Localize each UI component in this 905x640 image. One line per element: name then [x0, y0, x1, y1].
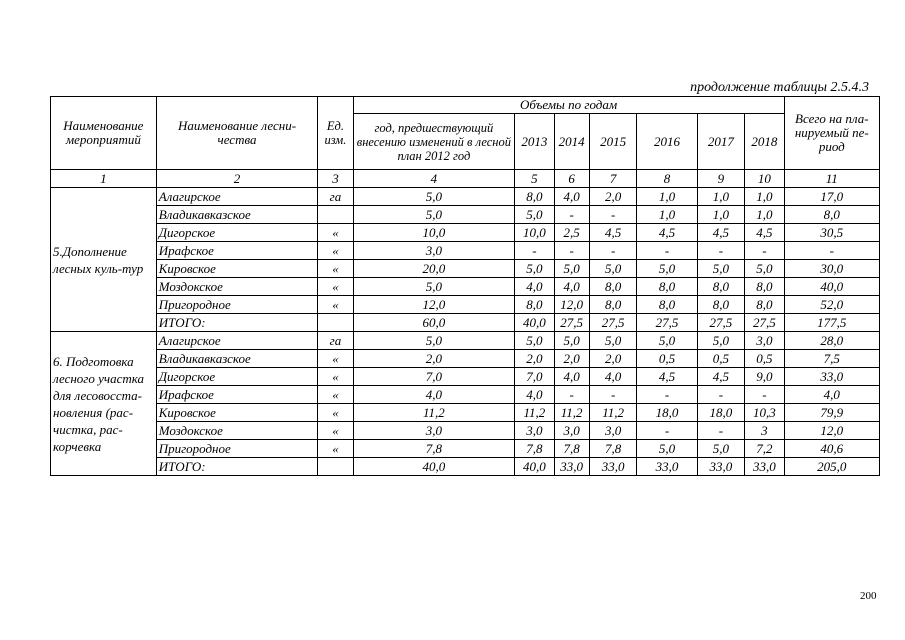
value-cell-y2013: 10,0 [515, 224, 554, 242]
value-cell-total: 28,0 [784, 332, 879, 350]
value-cell-total: 177,5 [784, 314, 879, 332]
value-cell-y2015: 3,0 [589, 422, 637, 440]
forestry-cell: Пригородное [156, 440, 318, 458]
value-cell-y2017: 8,0 [697, 278, 745, 296]
header-total: Всего на пла-нируемый пе-риод [784, 97, 879, 170]
forestry-cell: Владикавказское [156, 206, 318, 224]
value-cell-y2014: 4,0 [554, 188, 589, 206]
column-number: 11 [784, 170, 879, 188]
table-row [51, 242, 880, 260]
value-cell-prev: 5,0 [353, 332, 515, 350]
value-cell-y2017: 4,5 [697, 224, 745, 242]
value-cell-y2014: 2,0 [554, 350, 589, 368]
value-cell-total: 8,0 [784, 206, 879, 224]
value-cell-y2014: 3,0 [554, 422, 589, 440]
value-cell-y2018: 4,5 [745, 224, 784, 242]
value-cell-y2015: 8,0 [589, 278, 637, 296]
value-cell-y2015: - [589, 206, 637, 224]
value-cell-y2015: 4,0 [589, 368, 637, 386]
value-cell-y2013: 11,2 [515, 404, 554, 422]
value-cell-y2017: - [697, 422, 745, 440]
value-cell-y2013: 5,0 [515, 332, 554, 350]
value-cell-y2017: 33,0 [697, 458, 745, 476]
value-cell-y2018: 8,0 [745, 278, 784, 296]
value-cell-y2014: 4,0 [554, 278, 589, 296]
value-cell-y2015: 27,5 [589, 314, 637, 332]
column-number: 8 [637, 170, 697, 188]
table-row [51, 368, 880, 386]
value-cell-y2013: 4,0 [515, 278, 554, 296]
unit-cell [318, 458, 353, 476]
value-cell-y2017: 27,5 [697, 314, 745, 332]
value-cell-y2016: 18,0 [637, 404, 697, 422]
measure-name-cell: 6. Подготовка лесного участка для лесовосста-новления (рас-чистка, рас-корчевка [51, 332, 157, 476]
value-cell-prev: 7,8 [353, 440, 515, 458]
value-cell-y2016: - [637, 422, 697, 440]
value-cell-y2014: 27,5 [554, 314, 589, 332]
value-cell-total: 12,0 [784, 422, 879, 440]
value-cell-y2015: 4,5 [589, 224, 637, 242]
value-cell-y2015: - [589, 242, 637, 260]
header-year-2015: 2015 [589, 114, 637, 170]
value-cell-y2014: 5,0 [554, 260, 589, 278]
column-number: 7 [589, 170, 637, 188]
forestry-cell: Владикавказское [156, 350, 318, 368]
value-cell-y2016: - [637, 386, 697, 404]
value-cell-prev: 5,0 [353, 188, 515, 206]
forestry-cell: Кировское [156, 260, 318, 278]
value-cell-y2014: 33,0 [554, 458, 589, 476]
value-cell-y2018: 7,2 [745, 440, 784, 458]
table-row [51, 440, 880, 458]
table-row [51, 404, 880, 422]
value-cell-y2017: 8,0 [697, 296, 745, 314]
value-cell-y2013: 4,0 [515, 386, 554, 404]
forestry-cell: Алагирское [156, 332, 318, 350]
value-cell-prev: 20,0 [353, 260, 515, 278]
forestry-cell: Дигорское [156, 224, 318, 242]
value-cell-y2018: 3 [745, 422, 784, 440]
value-cell-prev: 4,0 [353, 386, 515, 404]
value-cell-y2017: 4,5 [697, 368, 745, 386]
value-cell-y2018: 5,0 [745, 260, 784, 278]
header-volumes-by-years: Объемы по годам [353, 97, 784, 114]
value-cell-total: 7,5 [784, 350, 879, 368]
forestry-cell: ИТОГО: [156, 458, 318, 476]
table-caption: продолжение таблицы 2.5.4.3 [690, 80, 869, 95]
table-row [51, 224, 880, 242]
value-cell-total: 30,0 [784, 260, 879, 278]
value-cell-y2018: 9,0 [745, 368, 784, 386]
forestry-cell: ИТОГО: [156, 314, 318, 332]
value-cell-y2016: 8,0 [637, 278, 697, 296]
value-cell-y2014: 12,0 [554, 296, 589, 314]
value-cell-total: 52,0 [784, 296, 879, 314]
value-cell-y2014: 7,8 [554, 440, 589, 458]
header-measure: Наименование мероприятий [51, 97, 157, 170]
value-cell-y2013: 2,0 [515, 350, 554, 368]
header-year-2013: 2013 [515, 114, 554, 170]
value-cell-y2013: 7,0 [515, 368, 554, 386]
value-cell-prev: 3,0 [353, 242, 515, 260]
value-cell-y2018: 33,0 [745, 458, 784, 476]
value-cell-total: 79,9 [784, 404, 879, 422]
value-cell-y2017: - [697, 242, 745, 260]
value-cell-y2015: 2,0 [589, 350, 637, 368]
value-cell-prev: 10,0 [353, 224, 515, 242]
value-cell-y2013: 40,0 [515, 458, 554, 476]
unit-cell [318, 206, 353, 224]
unit-cell: « [318, 440, 353, 458]
value-cell-y2015: 5,0 [589, 332, 637, 350]
value-cell-y2018: - [745, 242, 784, 260]
forestry-measures-table [50, 96, 880, 476]
value-cell-y2015: 8,0 [589, 296, 637, 314]
value-cell-total: 4,0 [784, 386, 879, 404]
value-cell-total: 33,0 [784, 368, 879, 386]
value-cell-y2013: 8,0 [515, 296, 554, 314]
value-cell-y2018: 1,0 [745, 188, 784, 206]
value-cell-y2017: - [697, 386, 745, 404]
value-cell-y2016: 33,0 [637, 458, 697, 476]
table-row [51, 278, 880, 296]
column-number: 5 [515, 170, 554, 188]
unit-cell: « [318, 296, 353, 314]
value-cell-y2016: 5,0 [637, 440, 697, 458]
value-cell-y2015: - [589, 386, 637, 404]
value-cell-y2018: 27,5 [745, 314, 784, 332]
value-cell-prev: 40,0 [353, 458, 515, 476]
unit-cell: га [318, 188, 353, 206]
unit-cell: « [318, 242, 353, 260]
value-cell-y2013: 7,8 [515, 440, 554, 458]
value-cell-y2016: 0,5 [637, 350, 697, 368]
header-forestry: Наименование лесни-чества [156, 97, 318, 170]
forestry-cell: Ирафское [156, 386, 318, 404]
value-cell-prev: 5,0 [353, 278, 515, 296]
value-cell-prev: 11,2 [353, 404, 515, 422]
column-number: 6 [554, 170, 589, 188]
table-row [51, 296, 880, 314]
value-cell-y2014: 2,5 [554, 224, 589, 242]
header-year-2016: 2016 [637, 114, 697, 170]
value-cell-prev: 2,0 [353, 350, 515, 368]
value-cell-y2013: - [515, 242, 554, 260]
value-cell-y2015: 33,0 [589, 458, 637, 476]
header-unit: Ед. изм. [318, 97, 353, 170]
table-row [51, 260, 880, 278]
value-cell-y2016: 1,0 [637, 188, 697, 206]
value-cell-y2014: 5,0 [554, 332, 589, 350]
value-cell-y2016: 4,5 [637, 224, 697, 242]
value-cell-y2017: 18,0 [697, 404, 745, 422]
value-cell-y2013: 5,0 [515, 260, 554, 278]
value-cell-y2016: 27,5 [637, 314, 697, 332]
forestry-cell: Кировское [156, 404, 318, 422]
value-cell-y2015: 5,0 [589, 260, 637, 278]
table-row [51, 458, 880, 476]
value-cell-total: 40,0 [784, 278, 879, 296]
column-number-row [51, 170, 880, 188]
header-year-2014: 2014 [554, 114, 589, 170]
value-cell-y2018: - [745, 386, 784, 404]
value-cell-y2016: 5,0 [637, 332, 697, 350]
value-cell-prev: 7,0 [353, 368, 515, 386]
table-row [51, 350, 880, 368]
value-cell-y2017: 5,0 [697, 332, 745, 350]
header-year-2017: 2017 [697, 114, 745, 170]
value-cell-y2018: 1,0 [745, 206, 784, 224]
value-cell-y2016: 4,5 [637, 368, 697, 386]
value-cell-y2015: 7,8 [589, 440, 637, 458]
value-cell-y2013: 5,0 [515, 206, 554, 224]
table-row [51, 332, 880, 350]
value-cell-total: - [784, 242, 879, 260]
value-cell-y2014: 11,2 [554, 404, 589, 422]
unit-cell: « [318, 386, 353, 404]
value-cell-y2018: 3,0 [745, 332, 784, 350]
table-row [51, 422, 880, 440]
value-cell-y2017: 5,0 [697, 260, 745, 278]
unit-cell: « [318, 224, 353, 242]
column-number: 1 [51, 170, 157, 188]
unit-cell: « [318, 404, 353, 422]
column-number: 9 [697, 170, 745, 188]
value-cell-y2016: 5,0 [637, 260, 697, 278]
forestry-cell: Моздокское [156, 278, 318, 296]
table-row [51, 386, 880, 404]
value-cell-total: 205,0 [784, 458, 879, 476]
value-cell-y2017: 0,5 [697, 350, 745, 368]
value-cell-y2018: 10,3 [745, 404, 784, 422]
value-cell-y2016: 8,0 [637, 296, 697, 314]
page-number: 200 [860, 590, 877, 602]
forestry-cell: Ирафское [156, 242, 318, 260]
value-cell-y2017: 1,0 [697, 206, 745, 224]
value-cell-y2013: 3,0 [515, 422, 554, 440]
value-cell-y2018: 0,5 [745, 350, 784, 368]
header-prev-year: год, предшествующий внесению изменений в лесной план 2012 год [353, 114, 515, 170]
value-cell-y2014: - [554, 206, 589, 224]
table-row [51, 188, 880, 206]
value-cell-y2014: - [554, 386, 589, 404]
value-cell-y2013: 40,0 [515, 314, 554, 332]
value-cell-total: 40,6 [784, 440, 879, 458]
value-cell-y2017: 5,0 [697, 440, 745, 458]
unit-cell: « [318, 260, 353, 278]
value-cell-y2016: 1,0 [637, 206, 697, 224]
forestry-cell: Дигорское [156, 368, 318, 386]
unit-cell: « [318, 422, 353, 440]
column-number: 4 [353, 170, 515, 188]
column-number: 10 [745, 170, 784, 188]
value-cell-y2018: 8,0 [745, 296, 784, 314]
unit-cell: « [318, 350, 353, 368]
value-cell-y2016: - [637, 242, 697, 260]
measure-name-cell: 5.Дополнение лесных куль-тур [51, 188, 157, 332]
forestry-cell: Алагирское [156, 188, 318, 206]
value-cell-y2013: 8,0 [515, 188, 554, 206]
table-row [51, 206, 880, 224]
column-number: 2 [156, 170, 318, 188]
header-year-2018: 2018 [745, 114, 784, 170]
value-cell-y2014: - [554, 242, 589, 260]
value-cell-prev: 60,0 [353, 314, 515, 332]
value-cell-y2017: 1,0 [697, 188, 745, 206]
value-cell-total: 17,0 [784, 188, 879, 206]
table-row [51, 314, 880, 332]
value-cell-y2015: 11,2 [589, 404, 637, 422]
forestry-cell: Моздокское [156, 422, 318, 440]
column-number: 3 [318, 170, 353, 188]
unit-cell: га [318, 332, 353, 350]
value-cell-prev: 12,0 [353, 296, 515, 314]
unit-cell: « [318, 278, 353, 296]
value-cell-y2014: 4,0 [554, 368, 589, 386]
value-cell-y2015: 2,0 [589, 188, 637, 206]
unit-cell [318, 314, 353, 332]
value-cell-total: 30,5 [784, 224, 879, 242]
value-cell-prev: 5,0 [353, 206, 515, 224]
forestry-cell: Пригородное [156, 296, 318, 314]
value-cell-prev: 3,0 [353, 422, 515, 440]
unit-cell: « [318, 368, 353, 386]
